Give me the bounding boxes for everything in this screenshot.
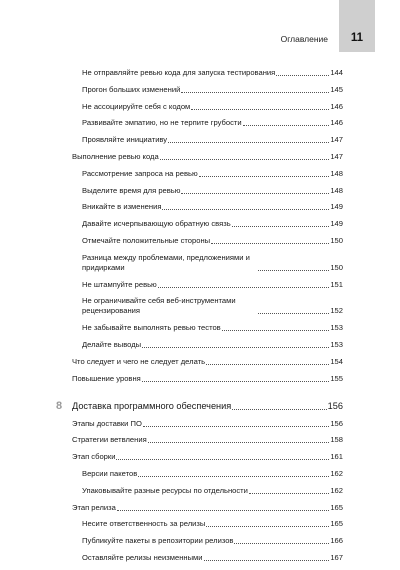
toc-entry-title: Этап сборки [72, 452, 116, 462]
toc-entry-page: 151 [330, 279, 343, 289]
page-header [0, 0, 400, 58]
toc-entry-page: 156 [330, 418, 343, 428]
toc-entry-title: Публикуйте пакеты в репозитории релизов [82, 536, 234, 546]
toc-entry[interactable] [72, 219, 343, 229]
toc-entry[interactable] [72, 280, 343, 290]
toc-entry[interactable] [72, 469, 343, 479]
toc-entry-page: 152 [330, 306, 343, 316]
toc-entry-title: Несите ответственность за релизы [82, 519, 206, 529]
toc-entry-page: 154 [330, 356, 343, 366]
toc-entry[interactable] [72, 296, 343, 316]
dot-leader [160, 159, 330, 160]
toc-entry-page: 158 [330, 435, 343, 445]
toc-entry[interactable] [72, 68, 343, 78]
dot-leader [148, 442, 330, 443]
toc-entry-page: 167 [330, 552, 343, 562]
toc-entry[interactable] [72, 553, 343, 563]
dot-leader [158, 287, 330, 288]
toc-entry-title: Что следует и чего не следует делать [72, 356, 206, 366]
toc-entry-title: Не ассоциируйте себя с кодом [82, 101, 191, 111]
toc-entry[interactable] [72, 519, 343, 529]
toc-entry[interactable] [72, 374, 343, 384]
toc-entry-title: Стратегии ветвления [72, 435, 147, 445]
dot-leader [232, 226, 330, 227]
dot-leader [117, 510, 329, 511]
toc-entry-page: 162 [330, 468, 343, 478]
toc-chapter-heading[interactable] [56, 399, 343, 412]
dot-leader [258, 270, 329, 271]
table-of-contents [56, 68, 343, 570]
page-number-tab [339, 0, 375, 52]
dot-leader [168, 142, 329, 143]
dot-leader [211, 243, 329, 244]
dot-leader [276, 75, 329, 76]
toc-entry-title: Развивайте эмпатию, но не терпите грубости [82, 118, 242, 128]
toc-entry-page: 162 [330, 485, 343, 495]
dot-leader [222, 330, 330, 331]
toc-entry[interactable] [72, 118, 343, 128]
dot-leader [162, 209, 329, 210]
toc-entry-title: Версии пакетов [82, 468, 138, 478]
toc-entry-title: Отмечайте положительные стороны [82, 235, 211, 245]
toc-entry[interactable] [72, 253, 343, 273]
toc-entry-page: 147 [330, 135, 343, 145]
toc-entry-title: Не ограничивайте себя веб-инструментами рецензирования [82, 296, 236, 316]
toc-entry-page: 148 [330, 185, 343, 195]
dot-leader [116, 459, 329, 460]
dot-leader [191, 109, 329, 110]
toc-entry[interactable] [72, 102, 343, 112]
toc-entry-title: Этап релиза [72, 502, 116, 512]
toc-entry[interactable] [72, 486, 343, 496]
toc-entry[interactable] [72, 85, 343, 95]
toc-entry-title: Не забывайте выполнять ревью тестов [82, 323, 221, 333]
toc-entry-page: 153 [330, 323, 343, 333]
toc-entry-page: 153 [330, 339, 343, 349]
toc-section-chapter-8 [72, 419, 343, 563]
toc-entry-title: Проявляйте инициативу [82, 135, 168, 145]
toc-entry-title: Давайте исчерпывающую обратную связь [82, 219, 231, 229]
dot-leader [142, 347, 329, 348]
toc-entry-page: 161 [330, 452, 343, 462]
dot-leader [249, 493, 329, 494]
chapter-number: 8 [56, 399, 63, 412]
toc-entry-page: 155 [330, 373, 343, 383]
toc-entry[interactable] [72, 536, 343, 546]
toc-section-chapter-7 [72, 68, 343, 384]
toc-entry-title: Упаковывайте разные ресурсы по отдельности [82, 485, 248, 495]
toc-entry-page: 147 [330, 151, 343, 161]
toc-entry-title: Выполнение ревью кода [72, 151, 159, 161]
dot-leader [143, 426, 329, 427]
toc-entry-title: Рассмотрение запроса на ревью [82, 168, 198, 178]
toc-entry-title: Делайте выводы [82, 339, 142, 349]
toc-entry-title: Повышение уровня [72, 373, 141, 383]
toc-entry[interactable] [72, 419, 343, 429]
toc-entry-page: 150 [330, 235, 343, 245]
toc-entry[interactable] [72, 340, 343, 350]
toc-entry-page: 166 [330, 536, 343, 546]
chapter-page: 156 [327, 400, 343, 411]
dot-leader [234, 543, 329, 544]
toc-entry-page: 150 [330, 262, 343, 272]
toc-entry-title: Прогон больших изменений [82, 84, 181, 94]
chapter-title: Доставка программного обеспечения [72, 400, 232, 411]
dot-leader [138, 476, 329, 477]
toc-entry[interactable] [72, 169, 343, 179]
toc-entry-page: 149 [330, 219, 343, 229]
dot-leader [206, 364, 329, 365]
toc-entry[interactable] [72, 186, 343, 196]
toc-entry-title: Не отправляйте ревью кода для запуска тестирования [82, 68, 276, 77]
toc-entry[interactable] [72, 135, 343, 145]
toc-entry-page: 146 [330, 118, 343, 128]
running-header-title: Оглавление [280, 34, 328, 44]
dot-leader [142, 381, 330, 382]
toc-entry-title: Этапы доставки ПО [72, 418, 142, 428]
toc-entry[interactable] [72, 236, 343, 246]
page-number: 11 [350, 32, 364, 44]
toc-entry-page: 146 [330, 101, 343, 111]
dot-leader [181, 193, 329, 194]
toc-entry[interactable] [72, 452, 343, 462]
toc-entry[interactable] [72, 357, 343, 367]
toc-entry-title: Выделите время для ревью [82, 185, 181, 195]
toc-entry-title: Оставляйте релизы неизменными [82, 552, 203, 562]
dot-leader [243, 125, 330, 126]
toc-entry[interactable] [72, 323, 343, 333]
dot-leader [232, 409, 326, 410]
toc-entry-page: 144 [330, 68, 343, 77]
dot-leader [199, 176, 330, 177]
dot-leader [206, 526, 329, 527]
toc-entry-title: Вникайте в изменения [82, 202, 162, 212]
toc-entry[interactable] [72, 435, 343, 445]
toc-entry-page: 145 [330, 84, 343, 94]
toc-entry[interactable] [72, 503, 343, 513]
toc-entry-page: 165 [330, 519, 343, 529]
dot-leader [181, 92, 329, 93]
toc-entry-page: 165 [330, 502, 343, 512]
toc-entry-title: Разница между проблемами, предложениями и придирками [82, 252, 250, 272]
toc-entry-page: 149 [330, 202, 343, 212]
dot-leader [258, 313, 329, 314]
toc-entry[interactable] [72, 202, 343, 212]
toc-entry-title: Не штампуйте ревью [82, 279, 157, 289]
toc-entry[interactable] [72, 152, 343, 162]
toc-entry-page: 148 [330, 168, 343, 178]
dot-leader [204, 560, 330, 561]
